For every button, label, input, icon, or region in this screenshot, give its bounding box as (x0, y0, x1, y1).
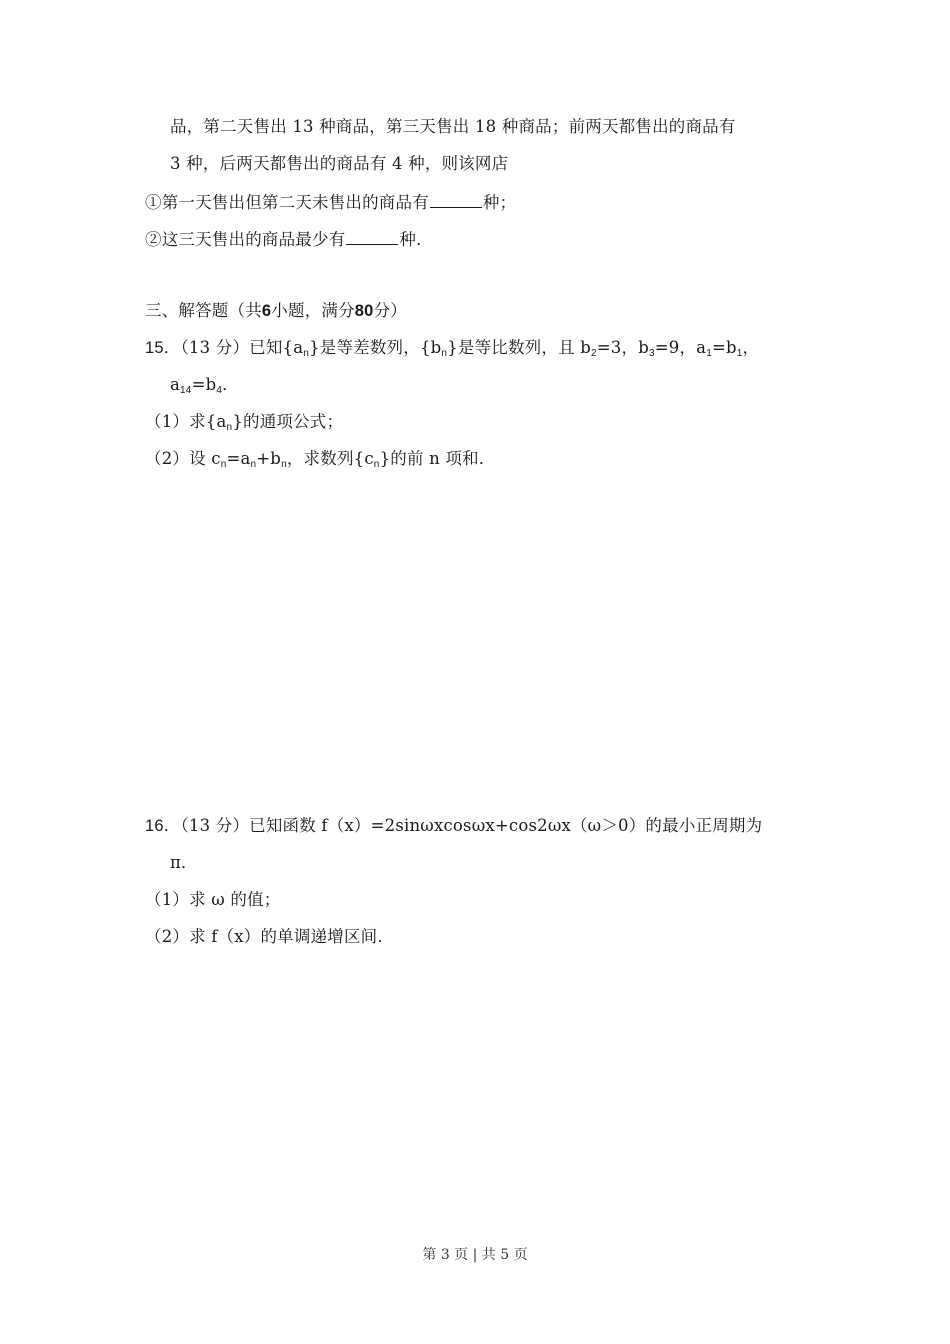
part-text: （2）设 c (145, 449, 221, 468)
subscript: 1 (706, 348, 712, 359)
part-text: ，求数列{c (286, 449, 374, 468)
question1-text: ①第一天售出但第二天未售出的商品有 (145, 193, 429, 212)
problem16-number: 16． (145, 817, 181, 835)
subscript: n (281, 459, 287, 470)
stem-text: ． (222, 375, 239, 394)
stem-text: 已知{a (249, 338, 304, 357)
problem16-part2: （2）求 f（x）的单调递增区间． (145, 927, 395, 946)
problem14-question2 (145, 228, 433, 251)
answer-blank-1[interactable] (430, 191, 482, 208)
problem16-stem-line2: π． (170, 853, 198, 872)
section-total-score: 80 (354, 302, 374, 320)
part-text: }的前 n 项和． (379, 449, 496, 468)
problem16-stem (145, 815, 762, 837)
subscript: 14 (180, 385, 192, 396)
part-text: （1）求{a (145, 412, 227, 431)
problem15-stem (145, 337, 759, 359)
question2-suffix: 种． (399, 230, 433, 249)
section-heading-prefix: 三、解答题（共 (145, 301, 262, 320)
subscript: 2 (591, 348, 597, 359)
stem-text: a (170, 375, 181, 394)
stem-text: =b (191, 375, 217, 394)
problem15-points: （13 分） (180, 338, 250, 357)
stem-text: =3，b (596, 338, 649, 357)
stem-text: =9，a (654, 338, 707, 357)
subscript: 1 (736, 348, 743, 359)
answer-blank-2[interactable] (346, 228, 398, 245)
problem14-continuation-line2: 3 种，后两天都售出的商品有 4 种，则该网店 (170, 154, 509, 173)
part-text: +b (256, 449, 282, 468)
stem-text: }是等差数列，{b (309, 338, 442, 357)
stem-text: }是等比数列，且 b (447, 338, 591, 357)
problem14-continuation-line1: 品，第二天售出 13 种商品，第三天售出 18 种商品；前两天都售出的商品有 (170, 117, 736, 136)
problem15-number: 15． (145, 339, 181, 357)
part-text: }的通项公式； (232, 412, 344, 431)
page-footer: 第 3 页 | 共 5 页 (422, 1247, 528, 1263)
subscript: n (303, 348, 310, 359)
stem-text: =b (711, 338, 737, 357)
problem15-part2 (145, 448, 495, 470)
section-heading-suffix: 分） (373, 301, 407, 320)
subscript: n (226, 422, 233, 433)
problem15-part1 (145, 411, 343, 433)
problem14-question1 (145, 191, 516, 214)
part-text: =a (226, 449, 251, 468)
subscript: 4 (216, 385, 223, 396)
question2-text: ②这三天售出的商品最少有 (145, 230, 346, 249)
subscript: 3 (648, 348, 655, 359)
problem16-stem-text: （13 分）已知函数 f（x）=2sinωxcosωx+cos2ωx（ω＞0）的最小正周期为 (180, 816, 763, 835)
problem16-part1: （1）求 ω 的值； (145, 890, 281, 909)
subscript: n (250, 459, 257, 470)
stem-text: ， (742, 338, 760, 357)
subscript: n (373, 459, 380, 470)
subscript: n (220, 459, 227, 470)
question1-suffix: 种； (482, 193, 517, 212)
section-heading-mid: 小题，满分 (271, 301, 355, 320)
section-question-count: 6 (261, 302, 272, 320)
subscript: n (441, 348, 448, 359)
problem15-stem-line2 (170, 374, 239, 396)
section-heading (145, 300, 407, 322)
